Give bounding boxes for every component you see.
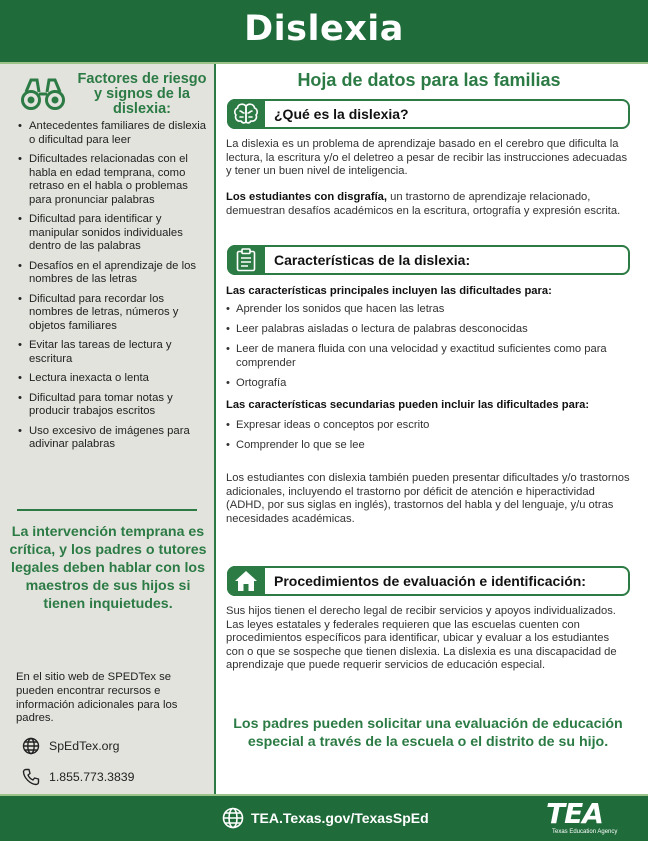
tea-logo-subtext: Texas Education Agency xyxy=(552,829,618,835)
early-intervention-callout: La intervención temprana es crítica, y los padres o tutores legales deben hablar con los maestros de sus hijos si tienen inquietudes. xyxy=(9,524,207,612)
secondary-characteristics-list xyxy=(226,419,630,459)
phone-contact[interactable] xyxy=(22,767,134,787)
section-heading: ¿Qué es la dislexia? xyxy=(274,106,409,122)
dyslexia-definition: La dislexia es un problema de aprendizaje basado en el cerebro que dificulta la lectura, la escritura y/o el deletreo a pesar de recibir las instrucciones adecuadas y tener un buen nivel de inteligencia. xyxy=(226,138,628,177)
website-link[interactable]: SpEdTex.org xyxy=(49,739,120,753)
list-item: • Comprender lo que se lee xyxy=(226,439,630,453)
list-item: • Ortografía xyxy=(226,377,630,391)
clipboard-icon-badge xyxy=(227,245,265,275)
globe-icon xyxy=(222,807,244,829)
website-contact[interactable] xyxy=(22,736,119,756)
list-item: • Dificultades relacionadas con el habla en edad temprana, como retraso en el habla o problemas para pronunciar palabras xyxy=(18,153,208,207)
sidebar xyxy=(0,64,216,794)
tea-logo xyxy=(546,797,638,840)
section-procedures xyxy=(227,566,630,596)
list-item: • Dificultad para identificar y manipular sonidos individuales dentro de las palabras xyxy=(18,213,208,254)
list-item: • Uso excesivo de imágenes para adivinar palabras xyxy=(18,425,208,452)
phone-number[interactable]: 1.855.773.3839 xyxy=(49,770,135,784)
section-heading: Procedimientos de evaluación e identificación: xyxy=(274,573,586,589)
house-icon-badge xyxy=(227,566,265,596)
phone-icon xyxy=(22,768,40,786)
additional-disorders-text: Los estudiantes con dislexia también pueden presentar dificultades y/o trastornos adicionales, incluyendo el trastorno por déficit de atención e hiperactividad (ADHD, por sus siglas en inglés), trastornos del habla y del lenguaje, y/u otras necesidades académicas. xyxy=(226,472,630,525)
dysgraphia-text: un trastorno de aprendizaje relacionado, demuestran desafíos académicos en la escritura, ortografía y expresión escrita. xyxy=(226,191,621,217)
binoculars-icon xyxy=(20,76,66,112)
list-item: • Desafíos en el aprendizaje de los nombres de las letras xyxy=(18,260,208,287)
fact-sheet-title: Hoja de datos para las familias xyxy=(297,70,561,90)
list-item: • Lectura inexacta o lenta xyxy=(18,372,208,386)
house-icon xyxy=(234,570,258,592)
resources-text: En el sitio web de SPEDTex se pueden encontrar recursos e información adicionales para los padres. xyxy=(16,671,178,725)
primary-characteristics-list xyxy=(226,303,630,397)
dysgraphia-bold: Los estudiantes con disgrafía, xyxy=(226,191,388,203)
clipboard-icon xyxy=(236,248,256,272)
list-item: • Antecedentes familiares de dislexia o dificultad para leer xyxy=(18,120,208,147)
risk-factors-title: Factores de riesgo y signos de la dislexia: xyxy=(77,71,207,117)
procedures-text: Sus hijos tienen el derecho legal de recibir servicios y apoyos individualizados. Las leyes estatales y federales requieren que las escuelas cuenten con procedimientos específicos para identificar, ubicar y evaluar a los estudiantes con o que se sospeche que tienen dislexia. La dislexia es una discapacidad de aprendizaje que puede requerir servicios de educación especial. xyxy=(226,605,617,671)
page-title: Dislexia xyxy=(244,9,404,49)
section-characteristics xyxy=(227,245,630,275)
risk-factors-list xyxy=(18,120,208,458)
primary-characteristics-label: Las características principales incluyen las dificultades para: xyxy=(226,285,552,297)
list-item: • Evitar las tareas de lectura y escritura xyxy=(18,339,208,366)
sidebar-divider xyxy=(17,509,197,511)
evaluation-request-callout: Los padres pueden solicitar una evaluación de educación especial a través de la escuela o el distrito de su hijo. xyxy=(233,716,623,750)
section-heading: Características de la dislexia: xyxy=(274,252,471,268)
section-what-is-dyslexia xyxy=(227,99,630,129)
list-item: • Expresar ideas o conceptos por escrito xyxy=(226,419,630,433)
list-item: • Dificultad para tomar notas y producir trabajos escritos xyxy=(18,392,208,419)
page-header xyxy=(0,0,648,62)
secondary-characteristics-label: Las características secundarias pueden incluir las dificultades para: xyxy=(226,399,590,411)
list-item: • Leer palabras aisladas o lectura de palabras desconocidas xyxy=(226,323,630,337)
brain-icon-badge xyxy=(227,99,265,129)
dysgraphia-note xyxy=(226,191,630,218)
list-item: • Leer de manera fluida con una velocidad y exactitud suficientes como para comprender xyxy=(226,343,630,370)
list-item: • Aprender los sonidos que hacen las letras xyxy=(226,303,630,317)
footer-link[interactable] xyxy=(222,807,429,829)
brain-icon xyxy=(233,103,259,125)
footer-url[interactable]: TEA.Texas.gov/TexasSpEd xyxy=(251,810,429,826)
tea-logo-mark: TEA xyxy=(546,797,603,830)
risk-factors-header xyxy=(16,70,211,126)
page-footer xyxy=(0,794,648,841)
globe-icon xyxy=(22,737,40,755)
list-item: • Dificultad para recordar los nombres de letras, números y objetos familiares xyxy=(18,293,208,334)
